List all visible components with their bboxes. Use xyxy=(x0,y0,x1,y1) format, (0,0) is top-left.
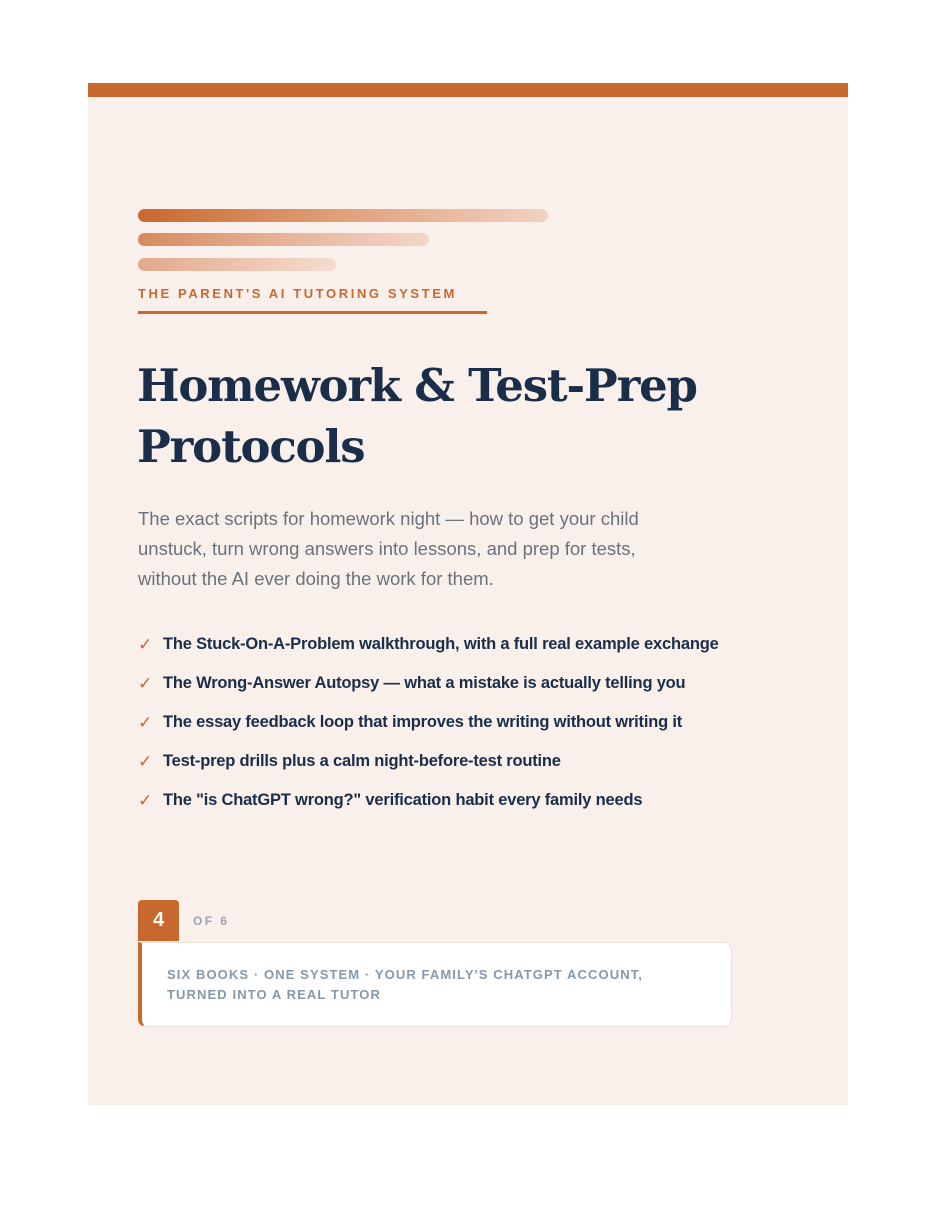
feature-text: Test-prep drills plus a calm night-before-test routine xyxy=(163,752,561,770)
decorative-line-long xyxy=(138,209,548,222)
top-accent-bar xyxy=(88,83,848,97)
checkmark-icon: ✓ xyxy=(138,790,153,811)
checkmark-icon: ✓ xyxy=(138,634,153,655)
feature-text: The essay feedback loop that improves the writing without writing it xyxy=(163,713,683,731)
book-title: Homework & Test-Prep Protocols xyxy=(137,359,697,473)
feature-text: The "is ChatGPT wrong?" verification habit every family needs xyxy=(163,791,643,809)
feature-item xyxy=(138,781,719,820)
feature-item xyxy=(138,664,719,703)
book-of-total: OF 6 xyxy=(193,914,230,928)
feature-item xyxy=(138,703,719,742)
series-underline xyxy=(138,311,487,314)
feature-item xyxy=(138,625,719,664)
feature-text: The Wrong-Answer Autopsy — what a mistake is actually telling you xyxy=(163,674,686,692)
checkmark-icon: ✓ xyxy=(138,673,153,694)
checkmark-icon: ✓ xyxy=(138,712,153,733)
book-cover xyxy=(88,83,848,1105)
series-tagline: SIX BOOKS · ONE SYSTEM · YOUR FAMILY'S CHATGPT ACCOUNT, TURNED INTO A REAL TUTOR xyxy=(167,967,644,1002)
book-number-badge: 4 xyxy=(138,900,179,941)
book-description: The exact scripts for homework night — how to get your child unstuck, turn wrong answers into lessons, and prep for tests, without the AI ever doing the work for them. xyxy=(138,508,639,589)
feature-text: The Stuck-On-A-Problem walkthrough, with a full real example exchange xyxy=(163,635,719,653)
series-footer-card xyxy=(138,942,732,1027)
feature-list xyxy=(138,625,719,820)
decorative-line-short xyxy=(138,258,336,271)
feature-item xyxy=(138,742,719,781)
decorative-line-medium xyxy=(138,233,429,246)
checkmark-icon: ✓ xyxy=(138,751,153,772)
series-label: THE PARENT'S AI TUTORING SYSTEM xyxy=(138,286,457,301)
